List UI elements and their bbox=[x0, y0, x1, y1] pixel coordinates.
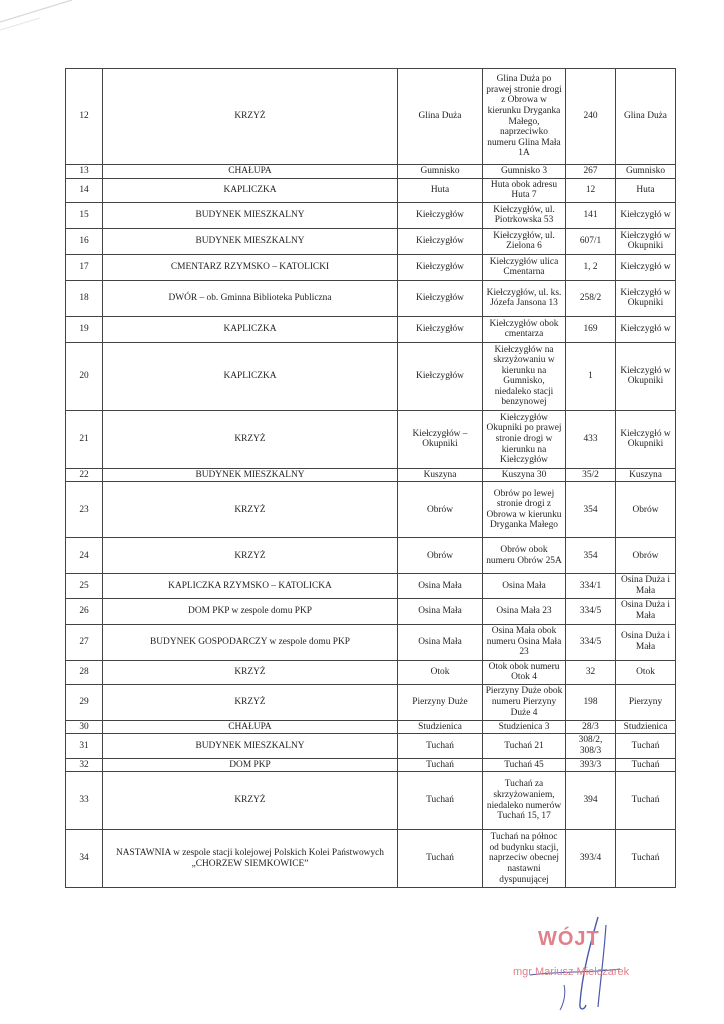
precinct-cell: Kiełczygłó w Okupniki bbox=[616, 228, 676, 254]
row-number-cell: 26 bbox=[66, 598, 103, 624]
table-row bbox=[66, 178, 676, 202]
precinct-cell: Pierzyny bbox=[616, 684, 676, 720]
row-number-cell: 31 bbox=[66, 734, 103, 758]
address-cell: Huta obok adresu Huta 7 bbox=[483, 178, 566, 202]
precinct-cell: Huta bbox=[616, 178, 676, 202]
plot-number-cell: 12 bbox=[566, 178, 616, 202]
object-name-cell: CMENTARZ RZYMSKO – KATOLICKI bbox=[103, 254, 398, 280]
plot-number-cell: 1, 2 bbox=[566, 254, 616, 280]
plot-number-cell: 258/2 bbox=[566, 280, 616, 316]
row-number-cell: 33 bbox=[66, 772, 103, 830]
precinct-cell: Glina Duża bbox=[616, 69, 676, 165]
plot-number-cell: 141 bbox=[566, 202, 616, 228]
object-name-cell: KRZYŻ bbox=[103, 772, 398, 830]
table-row bbox=[66, 758, 676, 772]
plot-number-cell: 240 bbox=[566, 69, 616, 165]
plot-number-cell: 1 bbox=[566, 342, 616, 410]
register-table-body bbox=[66, 69, 676, 888]
table-row bbox=[66, 342, 676, 410]
object-name-cell: KAPLICZKA RZYMSKO – KATOLICKA bbox=[103, 574, 398, 598]
locality-cell: Tuchań bbox=[398, 734, 483, 758]
locality-cell: Kiełczygłów bbox=[398, 254, 483, 280]
table-row bbox=[66, 280, 676, 316]
locality-cell: Tuchań bbox=[398, 758, 483, 772]
plot-number-cell: 334/5 bbox=[566, 624, 616, 660]
plot-number-cell: 169 bbox=[566, 316, 616, 342]
table-row bbox=[66, 254, 676, 280]
monument-register-table bbox=[65, 68, 671, 888]
table-row bbox=[66, 598, 676, 624]
row-number-cell: 34 bbox=[66, 830, 103, 888]
table-row bbox=[66, 624, 676, 660]
row-number-cell: 30 bbox=[66, 720, 103, 734]
plot-number-cell: 32 bbox=[566, 660, 616, 684]
precinct-cell: Kuszyna bbox=[616, 468, 676, 482]
table-row bbox=[66, 720, 676, 734]
precinct-cell: Tuchań bbox=[616, 772, 676, 830]
plot-number-cell: 394 bbox=[566, 772, 616, 830]
register-table bbox=[65, 68, 676, 888]
object-name-cell: NASTAWNIA w zespole stacji kolejowej Polskich Kolei Państwowych „CHORZEW SIEMKOWICE” bbox=[103, 830, 398, 888]
object-name-cell: KAPLICZKA bbox=[103, 178, 398, 202]
address-cell: Kiełczygłów, ul. Zielona 6 bbox=[483, 228, 566, 254]
precinct-cell: Osina Duża i Mała bbox=[616, 624, 676, 660]
address-cell: Kiełczygłów obok cmentarza bbox=[483, 316, 566, 342]
plot-number-cell: 334/5 bbox=[566, 598, 616, 624]
plot-number-cell: 393/3 bbox=[566, 758, 616, 772]
page-corner-mark bbox=[0, 0, 80, 40]
precinct-cell: Kiełczygłó w bbox=[616, 316, 676, 342]
precinct-cell: Osina Duża i Mała bbox=[616, 574, 676, 598]
object-name-cell: CHAŁUPA bbox=[103, 720, 398, 734]
row-number-cell: 16 bbox=[66, 228, 103, 254]
address-cell: Obrów po lewej stronie drogi z Obrowa w kierunku Dryganka Małego bbox=[483, 482, 566, 538]
precinct-cell: Kiełczygłó w Okupniki bbox=[616, 342, 676, 410]
address-cell: Otok obok numeru Otok 4 bbox=[483, 660, 566, 684]
locality-cell: Osina Mała bbox=[398, 624, 483, 660]
object-name-cell: KRZYŻ bbox=[103, 69, 398, 165]
plot-number-cell: 433 bbox=[566, 410, 616, 468]
address-cell: Kiełczygłów Okupniki po prawej stronie drogi w kierunku na Kiełczygłów bbox=[483, 410, 566, 468]
object-name-cell: BUDYNEK MIESZKALNY bbox=[103, 202, 398, 228]
object-name-cell: BUDYNEK GOSPODARCZY w zespole domu PKP bbox=[103, 624, 398, 660]
address-cell: Tuchań 21 bbox=[483, 734, 566, 758]
object-name-cell: KAPLICZKA bbox=[103, 316, 398, 342]
plot-number-cell: 198 bbox=[566, 684, 616, 720]
precinct-cell: Osina Duża i Mała bbox=[616, 598, 676, 624]
address-cell: Osina Mała 23 bbox=[483, 598, 566, 624]
plot-number-cell: 28/3 bbox=[566, 720, 616, 734]
object-name-cell: KRZYŻ bbox=[103, 684, 398, 720]
locality-cell: Kiełczygłów bbox=[398, 202, 483, 228]
locality-cell: Osina Mała bbox=[398, 574, 483, 598]
locality-cell: Tuchań bbox=[398, 772, 483, 830]
address-cell: Kuszyna 30 bbox=[483, 468, 566, 482]
row-number-cell: 23 bbox=[66, 482, 103, 538]
locality-cell: Pierzyny Duże bbox=[398, 684, 483, 720]
address-cell: Obrów obok numeru Obrów 25A bbox=[483, 538, 566, 574]
row-number-cell: 27 bbox=[66, 624, 103, 660]
precinct-cell: Kiełczygłó w Okupniki bbox=[616, 280, 676, 316]
address-cell: Kiełczygłów, ul. ks. Józefa Jansona 13 bbox=[483, 280, 566, 316]
object-name-cell: CHAŁUPA bbox=[103, 165, 398, 179]
address-cell: Kiełczygłów na skrzyżowaniu w kierunku na Gumnisko, niedaleko stacji benzynowej bbox=[483, 342, 566, 410]
address-cell: Kiełczygłów, ul. Piotrkowska 53 bbox=[483, 202, 566, 228]
address-cell: Osina Mała bbox=[483, 574, 566, 598]
address-cell: Pierzyny Duże obok numeru Pierzyny Duże 4 bbox=[483, 684, 566, 720]
locality-cell: Tuchań bbox=[398, 830, 483, 888]
address-cell: Kiełczygłów ulica Cmentarna bbox=[483, 254, 566, 280]
precinct-cell: Otok bbox=[616, 660, 676, 684]
row-number-cell: 17 bbox=[66, 254, 103, 280]
row-number-cell: 21 bbox=[66, 410, 103, 468]
object-name-cell: KAPLICZKA bbox=[103, 342, 398, 410]
precinct-cell: Tuchań bbox=[616, 758, 676, 772]
row-number-cell: 28 bbox=[66, 660, 103, 684]
address-cell: Osina Mała obok numeru Osina Mała 23 bbox=[483, 624, 566, 660]
row-number-cell: 12 bbox=[66, 69, 103, 165]
table-row bbox=[66, 684, 676, 720]
locality-cell: Obrów bbox=[398, 538, 483, 574]
object-name-cell: KRZYŻ bbox=[103, 660, 398, 684]
table-row bbox=[66, 660, 676, 684]
row-number-cell: 14 bbox=[66, 178, 103, 202]
row-number-cell: 29 bbox=[66, 684, 103, 720]
table-row bbox=[66, 165, 676, 179]
row-number-cell: 19 bbox=[66, 316, 103, 342]
plot-number-cell: 308/2, 308/3 bbox=[566, 734, 616, 758]
object-name-cell: KRZYŻ bbox=[103, 482, 398, 538]
locality-cell: Kiełczygłów bbox=[398, 228, 483, 254]
row-number-cell: 25 bbox=[66, 574, 103, 598]
locality-cell: Kuszyna bbox=[398, 468, 483, 482]
precinct-cell: Gumnisko bbox=[616, 165, 676, 179]
locality-cell: Kiełczygłów bbox=[398, 342, 483, 410]
object-name-cell: DOM PKP w zespole domu PKP bbox=[103, 598, 398, 624]
table-row bbox=[66, 772, 676, 830]
table-row bbox=[66, 482, 676, 538]
row-number-cell: 13 bbox=[66, 165, 103, 179]
object-name-cell: BUDYNEK MIESZKALNY bbox=[103, 468, 398, 482]
locality-cell: Huta bbox=[398, 178, 483, 202]
precinct-cell: Kiełczygłó w bbox=[616, 254, 676, 280]
locality-cell: Studzienica bbox=[398, 720, 483, 734]
locality-cell: Osina Mała bbox=[398, 598, 483, 624]
address-cell: Studzienica 3 bbox=[483, 720, 566, 734]
table-row bbox=[66, 538, 676, 574]
address-cell: Tuchań na północ od budynku stacji, naprzeciw obecnej nastawni dyspunującej bbox=[483, 830, 566, 888]
precinct-cell: Tuchań bbox=[616, 830, 676, 888]
table-row bbox=[66, 410, 676, 468]
precinct-cell: Obrów bbox=[616, 482, 676, 538]
row-number-cell: 18 bbox=[66, 280, 103, 316]
locality-cell: Kiełczygłów – Okupniki bbox=[398, 410, 483, 468]
address-cell: Gumnisko 3 bbox=[483, 165, 566, 179]
signature-name-stamp: mgr Mariusz Mielczarek bbox=[513, 966, 630, 978]
row-number-cell: 15 bbox=[66, 202, 103, 228]
precinct-cell: Obrów bbox=[616, 538, 676, 574]
locality-cell: Kiełczygłów bbox=[398, 280, 483, 316]
object-name-cell: KRZYŻ bbox=[103, 538, 398, 574]
object-name-cell: BUDYNEK MIESZKALNY bbox=[103, 228, 398, 254]
locality-cell: Obrów bbox=[398, 482, 483, 538]
locality-cell: Gumnisko bbox=[398, 165, 483, 179]
plot-number-cell: 354 bbox=[566, 482, 616, 538]
table-row bbox=[66, 202, 676, 228]
address-cell: Tuchań za skrzyżowaniem, niedaleko numerów Tuchań 15, 17 bbox=[483, 772, 566, 830]
row-number-cell: 32 bbox=[66, 758, 103, 772]
object-name-cell: DWÓR – ob. Gminna Biblioteka Publiczna bbox=[103, 280, 398, 316]
precinct-cell: Kiełczygłó w bbox=[616, 202, 676, 228]
plot-number-cell: 607/1 bbox=[566, 228, 616, 254]
object-name-cell: DOM PKP bbox=[103, 758, 398, 772]
signature-office-stamp: WÓJT bbox=[538, 928, 600, 950]
object-name-cell: BUDYNEK MIESZKALNY bbox=[103, 734, 398, 758]
table-row bbox=[66, 316, 676, 342]
table-row bbox=[66, 69, 676, 165]
plot-number-cell: 354 bbox=[566, 538, 616, 574]
table-row bbox=[66, 574, 676, 598]
plot-number-cell: 393/4 bbox=[566, 830, 616, 888]
plot-number-cell: 35/2 bbox=[566, 468, 616, 482]
row-number-cell: 20 bbox=[66, 342, 103, 410]
object-name-cell: KRZYŻ bbox=[103, 410, 398, 468]
table-row bbox=[66, 734, 676, 758]
locality-cell: Kiełczygłów bbox=[398, 316, 483, 342]
row-number-cell: 24 bbox=[66, 538, 103, 574]
table-row bbox=[66, 228, 676, 254]
precinct-cell: Tuchań bbox=[616, 734, 676, 758]
precinct-cell: Kiełczygłó w Okupniki bbox=[616, 410, 676, 468]
address-cell: Tuchań 45 bbox=[483, 758, 566, 772]
precinct-cell: Studzienica bbox=[616, 720, 676, 734]
plot-number-cell: 267 bbox=[566, 165, 616, 179]
table-row bbox=[66, 468, 676, 482]
locality-cell: Glina Duża bbox=[398, 69, 483, 165]
row-number-cell: 22 bbox=[66, 468, 103, 482]
table-row bbox=[66, 830, 676, 888]
address-cell: Glina Duża po prawej stronie drogi z Obrowa w kierunku Dryganka Małego, naprzeciwko numeru Glina Mała 1A bbox=[483, 69, 566, 165]
plot-number-cell: 334/1 bbox=[566, 574, 616, 598]
locality-cell: Otok bbox=[398, 660, 483, 684]
